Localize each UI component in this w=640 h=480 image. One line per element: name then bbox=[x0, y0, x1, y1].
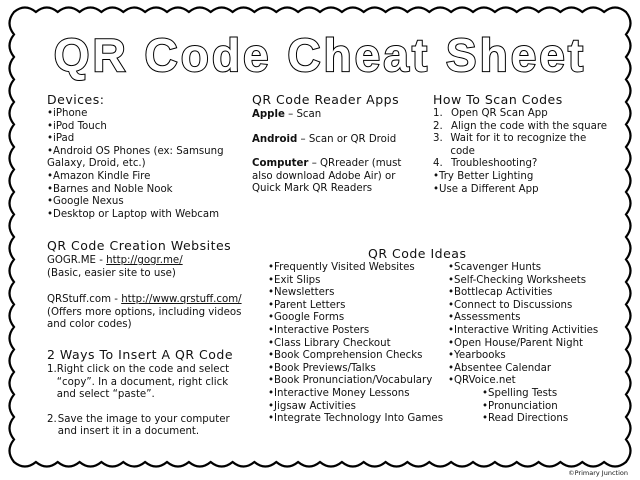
list-item: 3. Wait for it to recognize the code bbox=[433, 133, 608, 158]
apple-line bbox=[252, 109, 424, 122]
computer-value: – QRreader (must also download Adobe Air) or Quick Mark QR Readers bbox=[252, 158, 402, 195]
list-item: • Parent Letters bbox=[268, 300, 454, 313]
list-item: • Exit Slips bbox=[268, 275, 454, 288]
list-item: • Interactive Money Lessons bbox=[268, 388, 454, 401]
list-item: • Book Previews/Talks bbox=[268, 363, 454, 376]
list-item: • Spelling Tests bbox=[448, 388, 618, 401]
list-item: • Connect to Discussions bbox=[448, 300, 618, 313]
apple-value: – Scan bbox=[284, 109, 322, 120]
step-text: Open QR Scan App bbox=[451, 108, 548, 119]
site2-line bbox=[47, 294, 247, 307]
creation-section bbox=[47, 238, 247, 332]
list-item: 4. Troubleshooting? bbox=[433, 158, 538, 170]
creation-heading: QR Code Creation Websites bbox=[47, 238, 232, 253]
list-item: • Book Pronunciation/Vocabulary bbox=[268, 375, 454, 388]
list-item: • Newsletters bbox=[268, 287, 454, 300]
list-item: 1. Right click on the code and select “copy”. In a document, right click and select “paste”. bbox=[47, 364, 247, 402]
list-item: • Barnes and Noble Nook bbox=[47, 184, 247, 197]
step-text: Wait for it to recognize the code bbox=[450, 133, 587, 157]
computer-label: Computer bbox=[252, 158, 309, 170]
list-item: • Read Directions bbox=[448, 413, 618, 426]
list-item: • Interactive Writing Activities bbox=[448, 325, 618, 338]
list-item: • Bottlecap Activities bbox=[448, 287, 618, 300]
list-item: • Book Comprehension Checks bbox=[268, 350, 454, 363]
list-item: • Pronunciation bbox=[448, 401, 618, 414]
android-label: Android bbox=[252, 133, 298, 145]
list-item: • Try Better Lighting bbox=[433, 171, 608, 184]
computer-line bbox=[252, 158, 424, 196]
ideas-list-left bbox=[268, 262, 454, 426]
reader-apps-heading: QR Code Reader Apps bbox=[252, 92, 400, 107]
list-item: 2. Align the code with the square bbox=[433, 120, 608, 132]
copyright: ©Primary Junction bbox=[568, 469, 628, 477]
list-item: • Interactive Posters bbox=[268, 325, 454, 338]
site2-link[interactable]: http://www.qrstuff.com/ bbox=[121, 294, 242, 306]
how-to-scan-heading: How To Scan Codes bbox=[433, 92, 563, 107]
list-item: • Frequently Visited Websites bbox=[268, 262, 454, 275]
list-item: • Integrate Technology Into Games bbox=[268, 413, 454, 426]
step-text: Align the code with the square bbox=[451, 120, 608, 132]
step-text: Troubleshooting? bbox=[451, 158, 538, 170]
list-item: • Absentee Calendar bbox=[448, 363, 618, 376]
list-item: • Use a Different App bbox=[433, 184, 608, 197]
reader-apps-section bbox=[252, 92, 424, 196]
list-item: • Android OS Phones (ex: Samsung Galaxy, Droid, etc.) bbox=[47, 146, 247, 171]
list-item: • Amazon Kindle Fire bbox=[47, 171, 247, 184]
step-text: Right click on the code and select “copy”. In a document, right click and select “paste”. bbox=[56, 364, 230, 401]
how-to-scan-section bbox=[433, 92, 608, 196]
list-item: • Self-Checking Worksheets bbox=[448, 275, 618, 288]
list-item: 2. Save the image to your computer and insert it in a document. bbox=[47, 414, 247, 439]
site2-desc: (Offers more options, including videos and color codes) bbox=[47, 306, 242, 331]
list-item: • QRVoice.net bbox=[448, 375, 618, 388]
list-item: • Desktop or Laptop with Webcam bbox=[47, 209, 247, 222]
apple-label: Apple bbox=[252, 109, 285, 120]
list-item: • iPad bbox=[47, 133, 247, 146]
step-text: Save the image to your computer and insert it in a document. bbox=[57, 413, 230, 438]
list-item: • Google Forms bbox=[268, 312, 454, 325]
list-item: • Assessments bbox=[448, 312, 618, 325]
list-item: • Google Nexus bbox=[47, 196, 247, 209]
list-item: 1. Open QR Scan App bbox=[433, 108, 548, 119]
ideas-heading: QR Code Ideas bbox=[368, 246, 467, 261]
list-item: • Scavenger Hunts bbox=[448, 262, 618, 275]
devices-list bbox=[47, 108, 247, 221]
list-item: • Open House/Parent Night bbox=[448, 338, 618, 351]
site1-name: GOGR.ME - bbox=[47, 255, 107, 266]
list-item: • iPod Touch bbox=[47, 121, 247, 134]
insert-section bbox=[47, 347, 247, 439]
devices-heading: Devices: bbox=[47, 92, 105, 107]
page-title: QR Code Cheat Sheet bbox=[53, 29, 587, 81]
site2-name: QRStuff.com - bbox=[47, 294, 122, 306]
ideas-list-right bbox=[448, 262, 618, 426]
site1-link[interactable]: http://gogr.me/ bbox=[106, 255, 183, 266]
list-item: • iPhone bbox=[47, 108, 247, 121]
android-line bbox=[252, 134, 424, 147]
tips-list bbox=[433, 171, 608, 196]
insert-heading: 2 Ways To Insert A QR Code bbox=[47, 347, 234, 362]
list-item: • Jigsaw Activities bbox=[268, 401, 454, 414]
android-value: – Scan or QR Droid bbox=[297, 133, 397, 145]
list-item: • Class Library Checkout bbox=[268, 338, 454, 351]
list-item: • Yearbooks bbox=[448, 350, 618, 363]
site1-desc: (Basic, easier site to use) bbox=[47, 267, 176, 279]
site1-line bbox=[47, 255, 247, 268]
devices-section bbox=[47, 92, 247, 221]
